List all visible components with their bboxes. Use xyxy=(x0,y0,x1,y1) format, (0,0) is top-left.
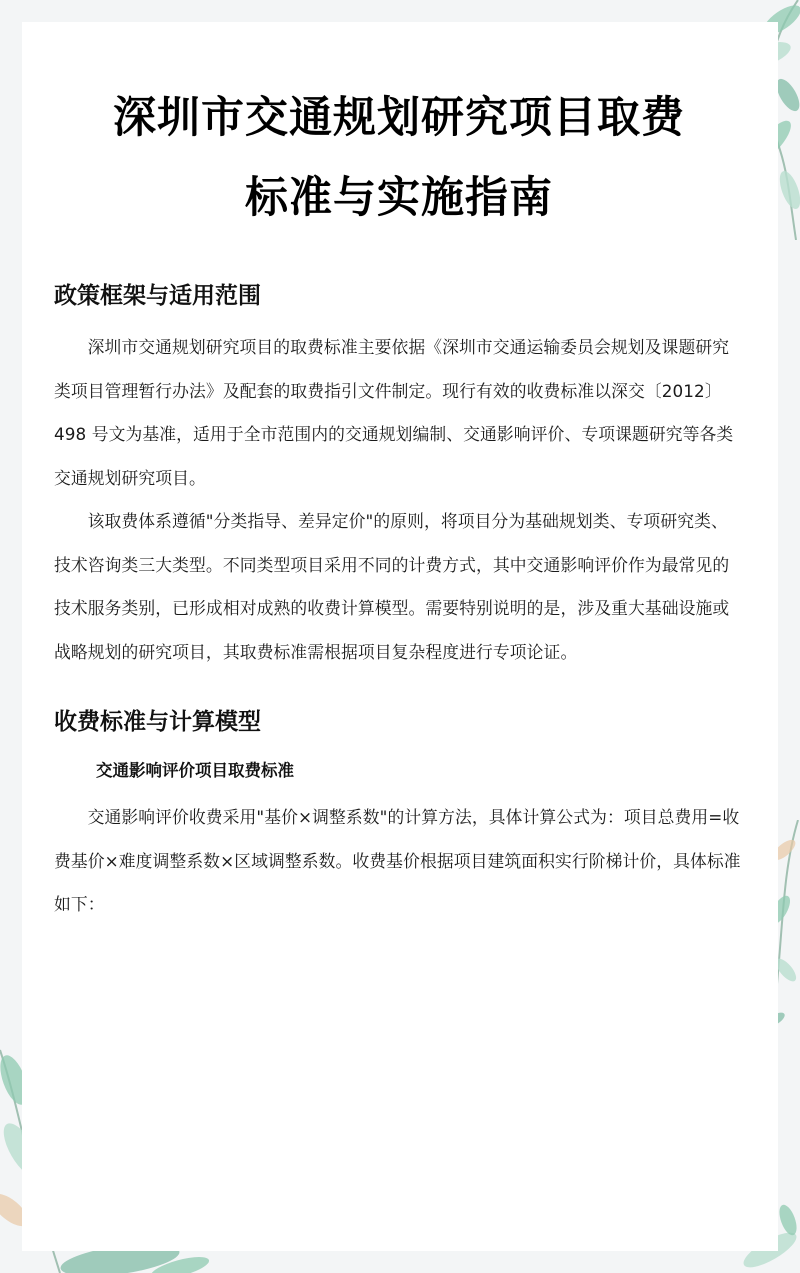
document-title-line-1: 深圳市交通规划研究项目取费 xyxy=(113,93,685,143)
section-policy-framework xyxy=(54,278,744,674)
document-card xyxy=(22,22,778,1251)
paragraph: 该取费体系遵循"分类指导、差异定价"的原则，将项目分为基础规划类、专项研究类、技术咨询类三大类型。不同类型项目采用不同的计费方式，其中交通影响评价作为最常见的技术服务类别，已形成相对成熟的收费计算模型。需要特别说明的是，涉及重大基础设施或战略规划的研究项目，其取费标准需根据项目复杂程度进行专项论证。 xyxy=(54,511,730,662)
paragraph: 深圳市交通规划研究项目的取费标准主要依据《深圳市交通运输委员会规划及课题研究类项目管理暂行办法》及配套的取费指引文件制定。现行有效的收费标准以深交〔2012〕498 号文为基准，适用于全市范围内的交通规划编制、交通影响评价、专项课题研究等各类交通规划研究项目。 xyxy=(54,337,734,488)
document-title-line-2: 标准与实施指南 xyxy=(245,173,553,223)
document-title xyxy=(54,78,744,238)
section-heading: 政策框架与适用范围 xyxy=(54,283,261,309)
paragraph: 交通影响评价收费采用"基价×调整系数"的计算方法，具体计算公式为：项目总费用=收费基价×难度调整系数×区域调整系数。收费基价根据项目建筑面积实行阶梯计价，具体标准如下： xyxy=(54,807,741,914)
section-fee-standards xyxy=(54,704,744,927)
sub-heading: 交通影响评价项目取费标准 xyxy=(96,761,294,780)
section-heading: 收费标准与计算模型 xyxy=(54,709,261,735)
